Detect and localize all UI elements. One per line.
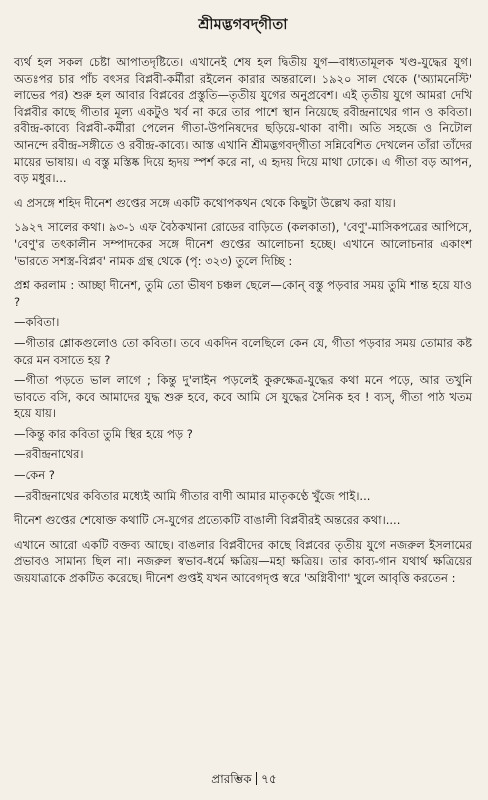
page-footer (0, 771, 488, 791)
running-header: শ্রীমদ্ভগবদ্‌গীতা (198, 17, 288, 33)
footer-section: প্রারম্ভিক (211, 772, 252, 786)
paragraph-dinesh-remark: দীনেশ গুপ্তের শেষোক্ত কথাটি সে-যুগের প্রত্যেকটি বাঙালী বিপ্লবীরই অন্তরের কথা।.... (14, 513, 401, 528)
dialogue-line: —কেন ? (14, 468, 55, 483)
dialogue-line: —কবিতা। (14, 315, 60, 330)
dialogue-question: প্রশ্ন করলাম : আচ্ছা দীনেশ, তুমি তো ভীষণ চঞ্চল ছেলে—কোন্ বস্তু পড়বার সময় তুমি শান্ত হয়ে যাও ? (14, 278, 472, 309)
footer-divider (256, 772, 258, 785)
page-number: ৭৫ (261, 772, 277, 786)
paragraph-context: এ প্রসঙ্গে শহিদ দীনেশ গুপ্তের সঙ্গে একটি কথোপকথন থেকে কিছুটা উল্লেখ করা যায়। (14, 195, 396, 210)
dialogue-line: —কিন্তু কার কবিতা তুমি স্থির হয়ে পড় ? (14, 426, 193, 441)
paragraph-1927: ১৯২৭ সালের কথা। ৯৩-১ এফ বৈঠকখানা রোডের বাড়িতে (কলকাতা), 'বেণু'-মাসিকপত্রের আপিসে, 'বেণু'র তৎকালীন সম্পাদকের সঙ্গে দীনেশ গুপ্তের আলোচনা হচ্ছে। এখানে আলোচনার একাংশ 'ভারতে সশস্ত্র-বিপ্লব' নামক গ্রন্থ থেকে (পৃ: ৩২৩) তুলে দিচ্ছি : (14, 220, 472, 268)
dialogue-line: —রবীন্দ্রনাথের। (14, 447, 84, 462)
paragraph-third-era: ব্যর্থ হল সকল চেষ্টা আপাতদৃষ্টিতে। এখানেই শেষ হল দ্বিতীয় যুগ—বাধ্যতামূলক খণ্ড-যুদ্ধের যুগ। অতঃপর চার পাঁচ বৎসর বিপ্লবী-কর্মীরা রইলেন কারার অন্তরালে। ১৯২০ সাল থেকে ('অ্যামনেস্টি' লাভের পর) শুরু হল আবার বিপ্লবের প্রস্তুতি—তৃতীয় যুগের অনুপ্রবেশ। এই তৃতীয় যুগে আমরা দেখি বিপ্লবীর কাছে গীতার মূল্য একটুও খর্ব না করে তার পাশে স্থান নিয়েছে রবীন্দ্রনাথের গান ও কবিতা। রবীন্দ্র-কাব্যে বিপ্লবী-কর্মীরা পেলেন গীতা-উপনিষদের ছড়িয়ে-থাকা বাণী। অতি সহজে ও নিটোল আনন্দে রবীন্দ্র-সঙ্গীতে ও রবীন্দ্র-কাব্যে। আস্ত এখানি শ্রীমদ্ভগবদ্‌গীতা সন্নিবেশিত দেখলেন তাঁরা তাঁদের মায়ের ভাষায়। এ বস্তু মস্তিষ্ক দিয়ে হৃদয় স্পর্শ করে না, এ হৃদয় দিয়ে মাথা ঢোকে। এ গীতা বড় আপন, বড় মধুর।... (14, 55, 472, 186)
dialogue-line: —গীতা পড়তে ভাল লাগে ; কিন্তু দু'লাইন পড়লেই কুরুক্ষেত্র-যুদ্ধের কথা মনে পড়ে, আর তখুনি ভাবতে বসি, কবে আমাদের যুদ্ধ শুরু হবে, কবে আমি সে যুদ্ধের সৈনিক হব ! ব্যস্, গীতা পাঠ খতম হয়ে যায়। (14, 373, 472, 421)
dialogue-line: —রবীন্দ্রনাথের কবিতার মধ্যেই আমি গীতার বাণী আমার মাতৃকণ্ঠে খুঁজে পাই।... (14, 488, 371, 503)
paragraph-nazrul: এখানে আরো একটি বক্তব্য আছে। বাঙলার বিপ্লবীদের কাছে বিপ্লবের তৃতীয় যুগে নজরুল ইসলামের প্রভাবও সামান্য ছিল না। নজরুল স্বভাব-ধর্মে ক্ষত্রিয়—মহা ক্ষত্রিয়। তার কাব্য-গান যথার্থ ক্ষত্রিয়ের জয়যাত্রাকে প্রকটিত করেছে। দীনেশ গুপ্তই যখন আবেগদৃপ্ত স্বরে 'অগ্নিবীণা' খুলে আবৃত্তি করতেন : (14, 537, 472, 586)
body-text (14, 54, 472, 587)
dialogue-line: —গীতার শ্লোকগুলোও তো কবিতা। তবে একদিন বলেছিলে কেন যে, গীতা পড়বার সময় তোমার কষ্ট করে মন বসাতে হয় ? (14, 335, 472, 367)
